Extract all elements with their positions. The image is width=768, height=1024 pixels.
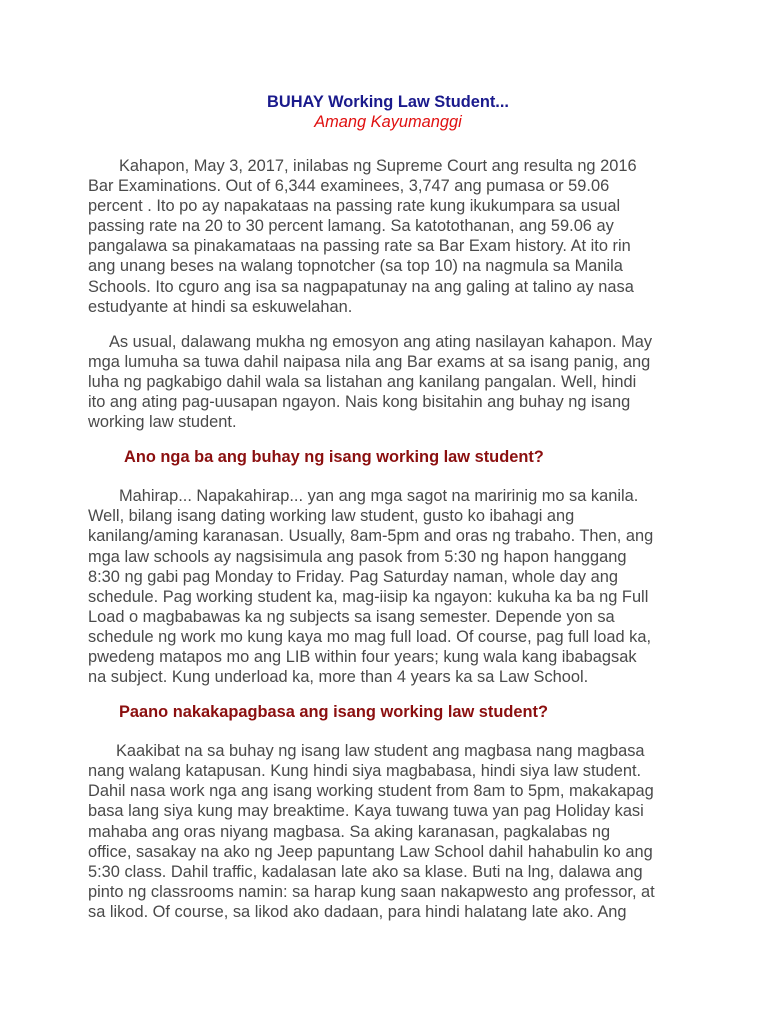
paragraph-3 — [88, 486, 688, 687]
section-heading-1: Ano nga ba ang buhay ng isang working law student? — [124, 448, 544, 467]
paragraph-line: basa lang siya kung may breaktime. Kaya tuwang tuwa yan pag Holiday kasi — [88, 802, 644, 821]
title-block — [88, 92, 688, 132]
document-page — [88, 92, 688, 937]
paragraph-line: working law student. — [88, 413, 237, 432]
paragraph-line: estudyante at hindi sa eskuwelahan. — [88, 297, 353, 316]
paragraph-line: nang walang katapusan. Kung hindi siya magbabasa, hindi siya law student. — [88, 762, 642, 781]
paragraph-line: As usual, dalawang mukha ng emosyon ang ating nasilayan kahapon. May — [109, 332, 653, 351]
paragraph-line: passing rate na 20 to 30 percent lamang. Sa katotothanan, ang 59.06 ay — [88, 217, 614, 236]
paragraph-4 — [88, 741, 688, 922]
document-author: Amang Kayumanggi — [314, 113, 462, 131]
paragraph-line: pwedeng matapos mo ang LIB within four years; kung wala kang ibabagsak — [88, 647, 637, 666]
paragraph-line: 5:30 class. Dahil traffic, kadalasan late ako sa klase. Buti na lng, dalawa ang — [88, 862, 643, 881]
paragraph-line: 8:30 ng gabi pag Monday to Friday. Pag Saturday naman, whole day ang — [88, 567, 619, 586]
paragraph-line: ito ang ating pag-uusapan ngayon. Nais kong bisitahin ang buhay ng isang — [88, 393, 631, 412]
document-title: BUHAY Working Law Student... — [267, 93, 509, 111]
paragraph-line: na subject. Kung underload ka, more than 4 years ka sa Law School. — [88, 668, 589, 687]
paragraph-2 — [88, 332, 688, 432]
paragraph-line: pinto ng classrooms namin: sa harap kung saan nakapwesto ang professor, at — [88, 882, 655, 901]
paragraph-line: Bar Examinations. Out of 6,344 examinees, 3,747 ang pumasa or 59.06 — [88, 177, 610, 196]
paragraph-line: schedule ng work mo kung kaya mo mag full load. Of course, pag full load ka, — [88, 627, 652, 646]
paragraph-line: mahaba ang oras niyang magbasa. Sa aking karanasan, pagkalabas ng — [88, 822, 611, 841]
paragraph-line: Kaakibat na sa buhay ng isang law student ang magbasa nang magbasa — [116, 742, 645, 761]
paragraph-line: Mahirap... Napakahirap... yan ang mga sagot na maririnig mo sa kanila. — [119, 487, 639, 506]
paragraph-line: Well, bilang isang dating working law student, gusto ko ibahagi ang — [88, 507, 575, 526]
paragraph-line: Schools. Ito cguro ang isa sa nagpapatunay na ang galing at talino ay nasa — [88, 277, 634, 296]
paragraph-line: sa likod. Of course, sa likod ako dadaan, para hindi halatang late ako. Ang — [88, 902, 627, 921]
paragraph-1 — [88, 156, 688, 317]
paragraph-line: percent . Ito po ay napakataas na passing rate kung ikukumpara sa usual — [88, 197, 621, 216]
paragraph-line: mga law schools ay nagsisimula ang pasok from 5:30 ng hapon hanggang — [88, 547, 627, 566]
paragraph-line: Dahil nasa work nga ang isang working student from 8am to 5pm, makakapag — [88, 782, 654, 801]
section-heading-2: Paano nakakapagbasa ang isang working law student? — [119, 703, 548, 722]
paragraph-line: schedule. Pag working student ka, mag-iisip ka ngayon: kukuha ka ba ng Full — [88, 587, 649, 606]
paragraph-line: Kahapon, May 3, 2017, inilabas ng Supreme Court ang resulta ng 2016 — [119, 157, 637, 175]
paragraph-line: kanilang/aming karanasan. Usually, 8am-5pm and oras ng trabaho. Then, ang — [88, 527, 654, 546]
paragraph-line: office, sasakay na ako ng Jeep papuntang Law School dahil hahabulin ko ang — [88, 842, 653, 861]
paragraph-line: mga lumuha sa tuwa dahil naipasa nila ang Bar exams at sa isang panig, ang — [88, 352, 651, 371]
paragraph-line: pangalawa sa pinakamataas na passing rate sa Bar Exam history. At ito rin — [88, 237, 631, 256]
paragraph-line: ang unang beses na walang topnotcher (sa top 10) na nagmula sa Manila — [88, 257, 623, 276]
paragraph-line: luha ng pagkabigo dahil wala sa listahan ang kanilang pangalan. Well, hindi — [88, 372, 637, 391]
paragraph-line: Load o magbabawas ka ng subjects sa isang semester. Depende yon sa — [88, 607, 615, 626]
